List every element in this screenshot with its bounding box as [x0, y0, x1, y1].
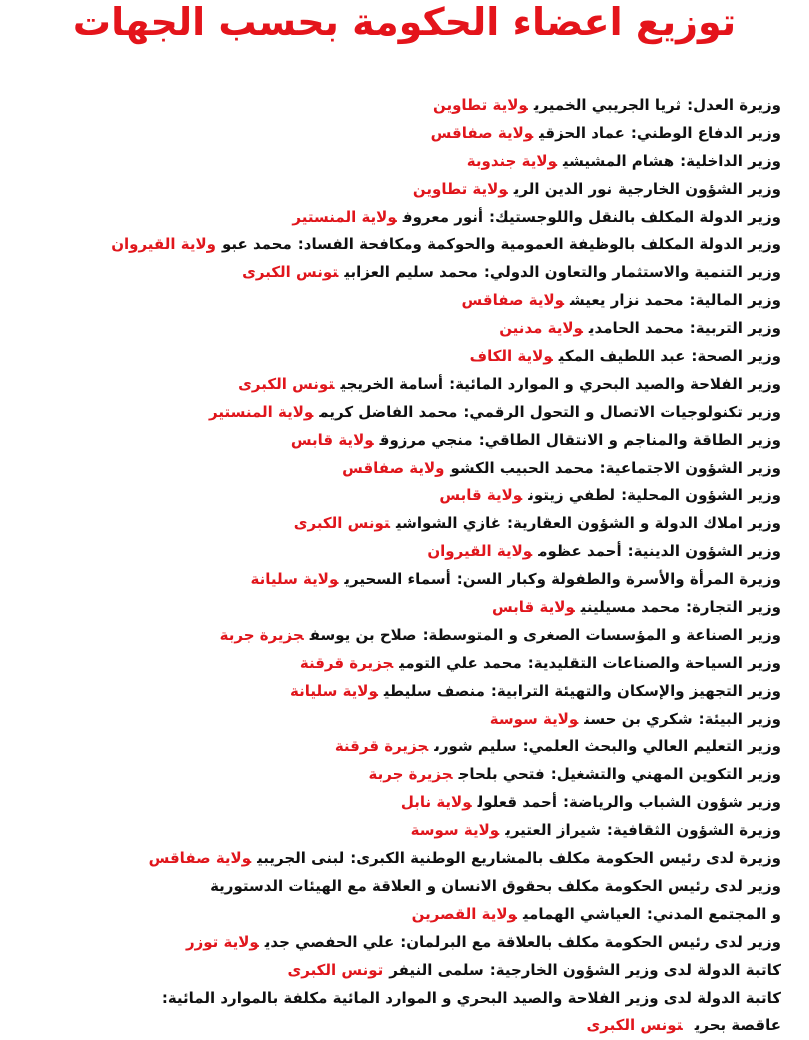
region-label: ولاية قابس: [491, 598, 575, 617]
list-item: [11, 957, 781, 985]
role-label: وزير الصحة:: [691, 347, 781, 366]
list-item: [11, 789, 781, 817]
region-label: ولاية تطاوين: [432, 96, 528, 114]
region-label: جزيرة جربة: [219, 625, 304, 644]
role-label: وزير الدولة المكلف بالوظيفة العمومية والحوكمة ومكافحة الفساد:: [297, 235, 781, 254]
minister-name: محمد مسيليني: [580, 598, 681, 617]
region-label: ولاية تطاوين: [412, 179, 508, 198]
list-item: [11, 315, 781, 343]
minister-name: العياشي الهمامي: [522, 904, 641, 923]
role-label: وزيرة المرأة والأسرة والطفولة وكبار السن:: [456, 570, 781, 589]
region-label: تونس الكبرى: [242, 263, 339, 282]
minister-name: أنور معروف: [402, 207, 484, 226]
list-item: [11, 650, 781, 678]
minister-name: عماد الحزقي: [539, 123, 625, 142]
region-label: تونس الكبرى: [287, 960, 384, 979]
list-item: [11, 259, 781, 287]
role-label: وزيرة الشؤون الثقافية:: [606, 821, 781, 840]
list-item: [11, 706, 781, 734]
role-label: وزيرة لدى رئيس الحكومة مكلف بالمشاريع الوطنية الكبرى:: [350, 849, 781, 868]
region-label: ولاية سوسة: [489, 709, 579, 728]
region-label: ولاية القصرين: [411, 904, 517, 923]
list-item: [11, 427, 781, 455]
list-item: [11, 873, 781, 901]
list-item: [11, 929, 781, 957]
list-item: [11, 817, 781, 845]
minister-name: محمد الفاضل كريم: [319, 402, 458, 421]
role-label: وزير التربية:: [689, 319, 781, 338]
minister-name: شكري بن حسن: [584, 709, 693, 728]
region-label: ولاية سليانة: [250, 570, 339, 589]
region-label: ولاية جندوبة: [466, 151, 557, 170]
region-label: تونس الكبرى: [293, 514, 391, 533]
role-label: وزير الشؤون الخارجية: [618, 179, 781, 198]
minister-name: محمد عبو: [221, 235, 292, 254]
list-item: [11, 176, 781, 204]
role-label: وزير المالية:: [689, 291, 781, 310]
ministers-list: [11, 92, 781, 1040]
list-item: [11, 761, 781, 789]
region-label: ولاية الكاف: [469, 347, 553, 366]
region-label: ولاية توزر: [185, 932, 259, 951]
role-label: وزير التكوين المهني والتشغيل:: [550, 765, 781, 784]
list-item: [11, 148, 781, 176]
list-item: [11, 901, 781, 929]
minister-name: أسماء السحيري: [344, 570, 451, 589]
role-label: وزير املاك الدولة و الشؤون العقارية:: [506, 514, 781, 533]
role-label: وزير التنمية والاستثمار والتعاون الدولي:: [483, 263, 781, 282]
region-label: ولاية سليانة: [289, 681, 378, 700]
list-item: [11, 678, 781, 706]
minister-name: محمد الحبيب الكشو: [450, 458, 594, 477]
region-label: ولاية المنستير: [209, 402, 314, 421]
list-item: [11, 371, 781, 399]
region-label: تونس الكبرى: [586, 1016, 683, 1035]
role-label: وزير البيئة:: [698, 709, 781, 728]
list-item: [11, 231, 781, 259]
minister-name: فتحي بلحاج: [458, 765, 545, 784]
minister-name: منصف سليطي: [383, 681, 485, 700]
list-item: [11, 455, 781, 483]
list-item: [11, 538, 781, 566]
role-label: وزير الصناعة و المؤسسات الصغرى و المتوسطة:: [422, 625, 781, 644]
minister-name: محمد سليم العزابي: [344, 263, 478, 282]
role-label: وزير الشؤون المحلية:: [621, 486, 781, 505]
minister-name: سليم شورى: [434, 737, 517, 756]
list-item: [11, 845, 781, 873]
list-item: [11, 594, 781, 622]
region-label: ولاية قابس: [290, 430, 374, 449]
role-label: كاتبة الدولة لدى وزير الفلاحة والصيد البحري و الموارد المائية مكلفة بالموارد المائية:: [161, 988, 781, 1007]
minister-name: شيراز العتيري: [505, 821, 601, 840]
list-item: [11, 566, 781, 594]
role-label: وزير الشؤون الاجتماعية:: [599, 458, 781, 477]
minister-name: عبد اللطيف المكي: [558, 347, 686, 366]
role-label: وزير التجهيز والإسكان والتهيئة الترابية:: [490, 681, 781, 700]
role-label: وزير الدولة المكلف بالنقل واللوجستيك:: [489, 207, 781, 226]
region-label: جزيرة قرقنة: [334, 737, 429, 756]
minister-name: صلاح بن يوسف: [309, 625, 417, 644]
role-label: وزير الداخلية:: [680, 151, 781, 170]
role-label: عاقصة بحري: [694, 1016, 781, 1035]
role-label: وزير التعليم العالي والبحث العلمي:: [522, 737, 781, 756]
region-label: ولاية سوسة: [410, 821, 500, 840]
minister-name: نور الدين الري: [513, 179, 613, 198]
minister-name: لبنى الجريبي: [257, 849, 345, 868]
list-item: [11, 399, 781, 427]
region-label: جزيرة قرقنة: [299, 653, 394, 672]
list-item: [11, 482, 781, 510]
role-label: وزير الشؤون الدينية:: [627, 542, 781, 561]
role-label: وزير لدى رئيس الحكومة مكلف بالعلاقة مع البرلمان:: [400, 932, 781, 951]
minister-name: أسامة الخريجي: [340, 374, 444, 393]
region-label: ولاية صفاقس: [148, 849, 252, 868]
minister-name: منجي مرزوق: [379, 430, 473, 449]
region-label: ولاية صفاقس: [430, 123, 534, 142]
role-label: كاتبة الدولة لدى وزير الشؤون الخارجية:: [489, 960, 781, 979]
list-item: [11, 985, 781, 1013]
minister-name: أحمد قعلول: [477, 793, 557, 812]
list-item: [11, 733, 781, 761]
role-label: وزير لدى رئيس الحكومة مكلف بحقوق الانسان و العلاقة مع الهيئات الدستورية: [210, 876, 781, 895]
list-item: [11, 1012, 781, 1040]
region-label: تونس الكبرى: [238, 374, 335, 393]
minister-name: محمد علي التومي: [399, 653, 522, 672]
list-item: [11, 343, 781, 371]
role-label: وزير الدفاع الوطني:: [630, 123, 781, 142]
role-label: وزير التجارة:: [686, 598, 781, 617]
role-label: و المجتمع المدني:: [646, 904, 781, 923]
role-label: وزير الفلاحة والصيد البحري و الموارد المائية:: [449, 374, 781, 393]
minister-name: محمد نزار يعيش: [570, 291, 684, 310]
region-label: ولاية القيروان: [111, 235, 216, 254]
role-label: وزير تكنولوجيات الاتصال و التحول الرقمي:: [463, 402, 781, 421]
list-item: [11, 622, 781, 650]
region-label: ولاية مدنين: [499, 319, 583, 338]
page-title: توزيع اعضاء الحكومة بحسب الجهات: [72, 0, 737, 44]
minister-name: غازي الشواشي: [396, 514, 501, 533]
region-label: ولاية القيروان: [427, 542, 533, 561]
minister-name: هشام المشيشي: [562, 151, 675, 170]
region-label: ولاية صفاقس: [342, 458, 445, 477]
region-label: ولاية قابس: [439, 486, 523, 505]
role-label: وزير الطاقة والمناجم و الانتقال الطاقي:: [478, 430, 781, 449]
list-item: [11, 120, 781, 148]
list-item: [11, 92, 781, 120]
role-label: وزير السياحة والصناعات التقليدية:: [527, 653, 781, 672]
role-label: وزير شؤون الشباب والرياضة:: [562, 793, 781, 812]
region-label: ولاية المنستير: [292, 207, 397, 226]
region-label: ولاية صفاقس: [461, 291, 565, 310]
minister-name: علي الحفصي جدي: [264, 932, 395, 951]
list-item: [11, 510, 781, 538]
minister-name: لطفي زيتون: [528, 486, 616, 505]
list-item: [11, 204, 781, 232]
minister-name: محمد الحامدي: [588, 319, 684, 338]
region-label: جزيرة جربة: [368, 765, 453, 784]
list-item: [11, 287, 781, 315]
role-label: وزيرة العدل:: [687, 96, 781, 114]
minister-name: سلمى النيفر: [389, 960, 484, 979]
region-label: ولاية نابل: [400, 793, 472, 812]
minister-name: أحمد عظوم: [538, 542, 622, 561]
minister-name: ثريا الجريبي الخميري: [533, 96, 682, 114]
